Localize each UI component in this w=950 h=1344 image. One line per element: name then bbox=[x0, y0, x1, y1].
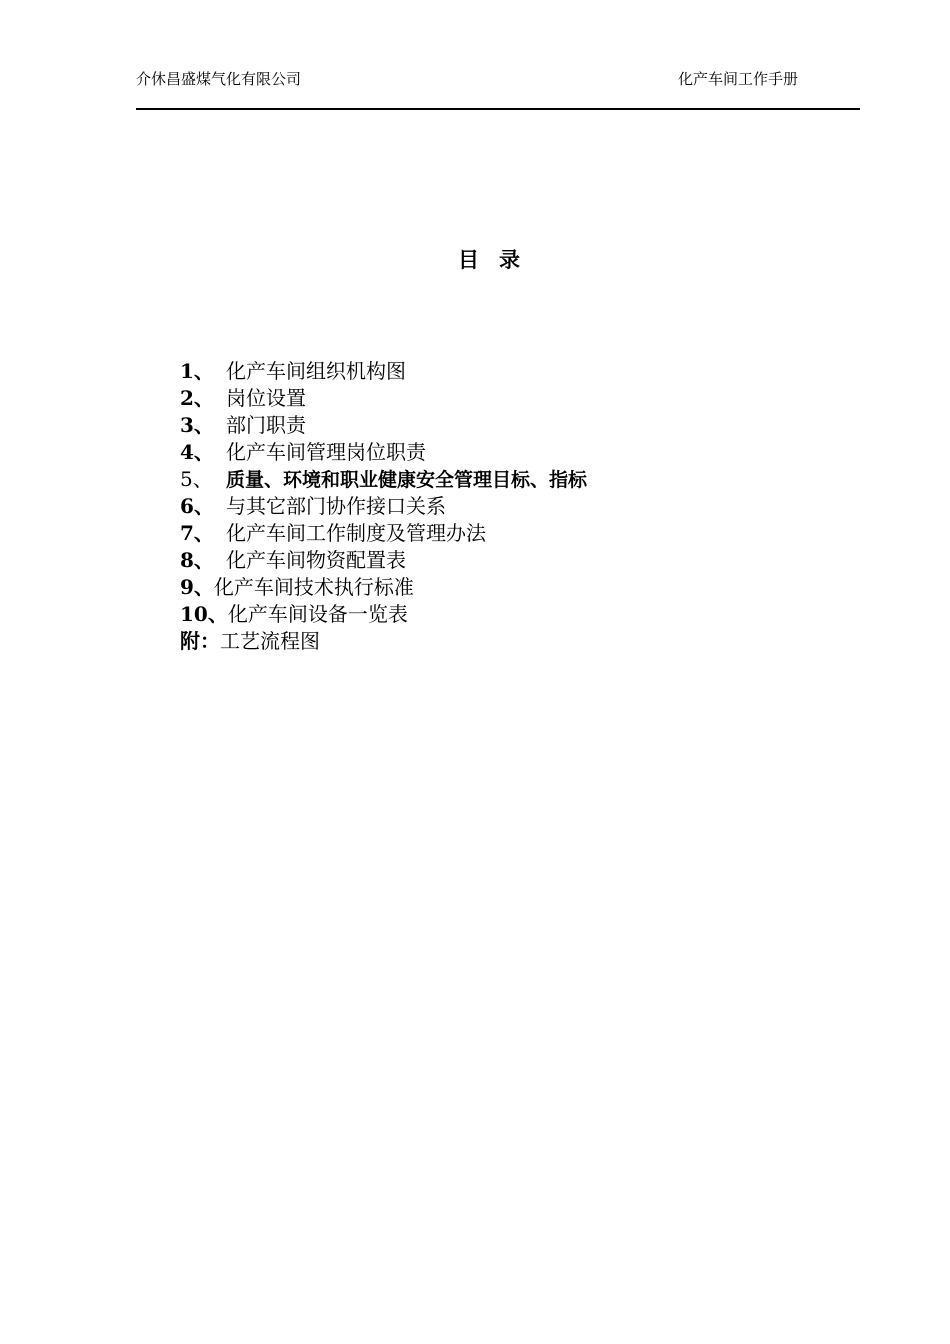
toc-item-10 bbox=[180, 601, 587, 628]
toc-item-title: 岗位设置 bbox=[226, 386, 306, 410]
header-company-name: 介休昌盛煤气化有限公司 bbox=[136, 70, 302, 88]
toc-item-number: 3、 bbox=[180, 413, 214, 437]
toc-item-title: 化产车间物资配置表 bbox=[226, 548, 406, 572]
toc-item-title: 化产车间管理岗位职责 bbox=[226, 440, 426, 464]
toc-item-number: 9、 bbox=[180, 575, 214, 599]
page-title: 目录 bbox=[458, 247, 540, 272]
toc-item-title: 工艺流程图 bbox=[220, 629, 320, 653]
toc-item-number: 2、 bbox=[180, 386, 214, 410]
toc-item-number: 10、 bbox=[180, 602, 228, 626]
toc-item-1 bbox=[180, 358, 587, 385]
page-header bbox=[136, 64, 860, 110]
toc-item-7 bbox=[180, 520, 587, 547]
toc-item-9 bbox=[180, 574, 587, 601]
toc-item-title: 部门职责 bbox=[226, 413, 306, 437]
toc-item-number: 1、 bbox=[180, 359, 214, 383]
toc-item-3 bbox=[180, 412, 587, 439]
toc-item-title: 与其它部门协作接口关系 bbox=[226, 494, 446, 518]
toc-item-number: 7、 bbox=[180, 521, 214, 545]
toc-item-number: 5、 bbox=[180, 467, 213, 491]
toc-item-title: 化产车间工作制度及管理办法 bbox=[226, 521, 486, 545]
toc-item-appendix bbox=[180, 628, 587, 655]
toc-item-number: 6、 bbox=[180, 494, 214, 518]
toc-item-6 bbox=[180, 493, 587, 520]
toc-item-2 bbox=[180, 385, 587, 412]
toc-item-8 bbox=[180, 547, 587, 574]
toc-item-4 bbox=[180, 439, 587, 466]
toc-item-number: 8、 bbox=[180, 548, 214, 572]
table-of-contents bbox=[180, 358, 587, 655]
header-manual-title: 化产车间工作手册 bbox=[677, 70, 798, 88]
toc-item-number: 4、 bbox=[180, 440, 214, 464]
toc-item-title: 化产车间设备一览表 bbox=[227, 602, 408, 626]
toc-item-title: 化产车间组织机构图 bbox=[226, 359, 406, 383]
toc-item-title: 质量、环境和职业健康安全管理目标、指标 bbox=[226, 469, 588, 491]
toc-item-5 bbox=[180, 466, 587, 493]
toc-item-number: 附： bbox=[180, 629, 220, 653]
toc-item-title: 化产车间技术执行标准 bbox=[213, 575, 414, 599]
